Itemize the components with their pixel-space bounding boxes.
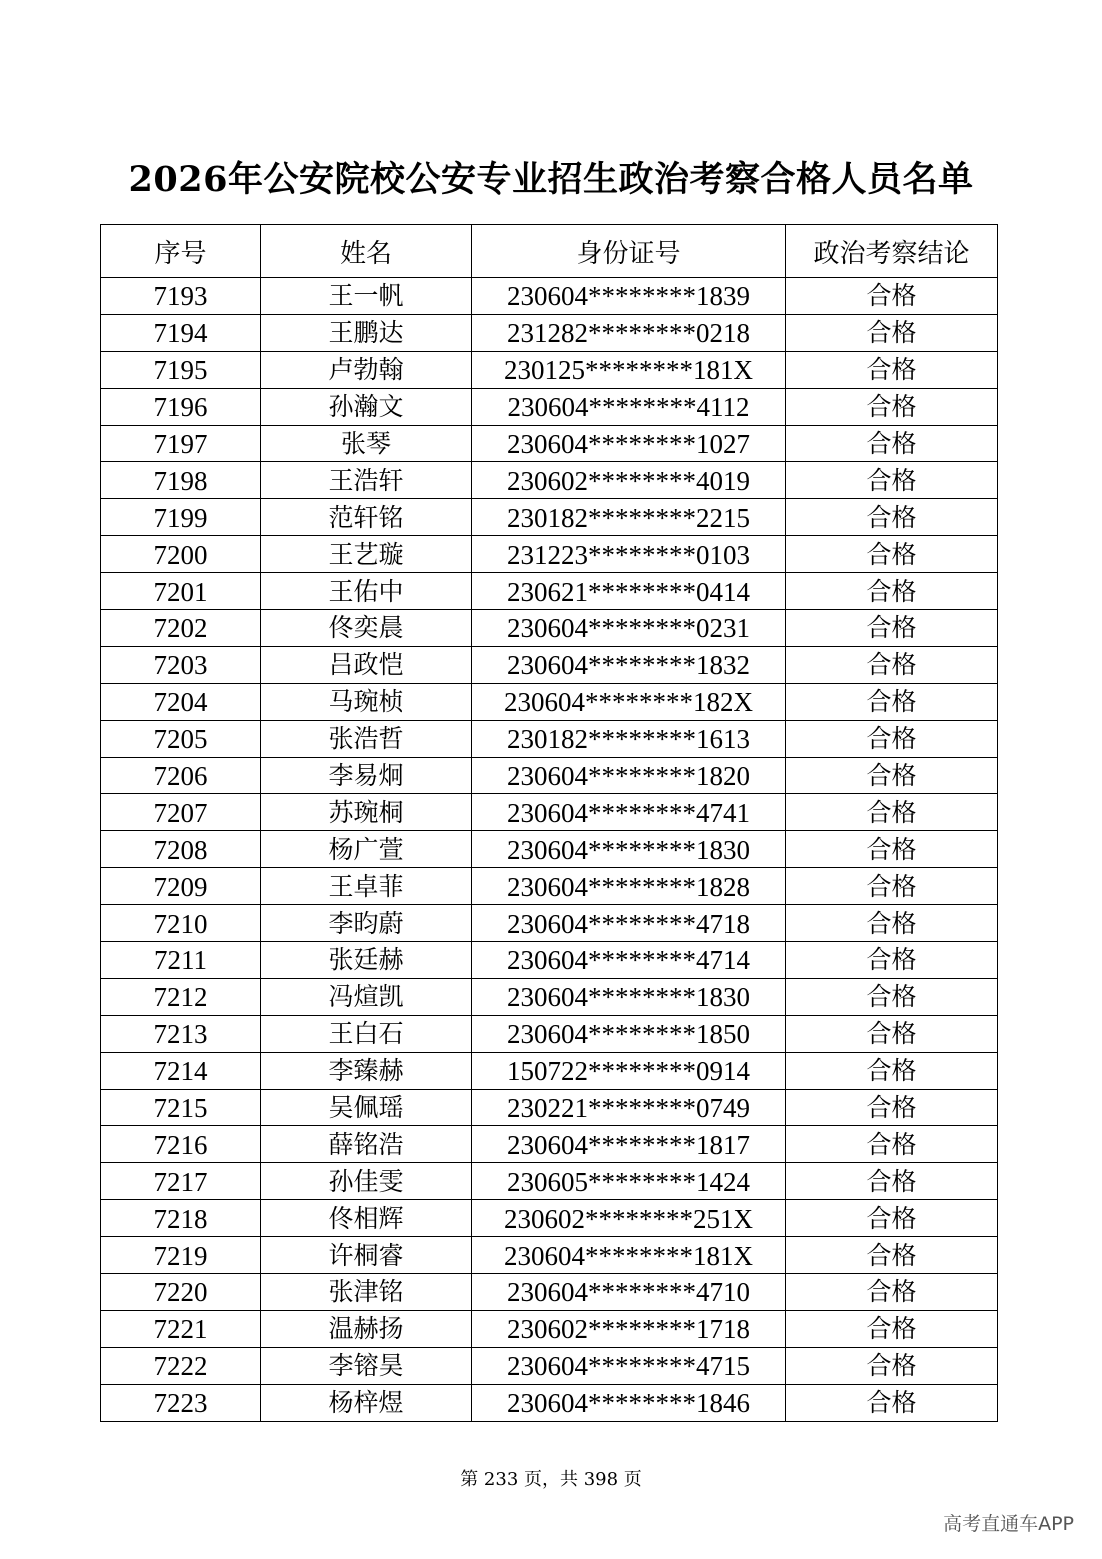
roster-table [100, 224, 998, 1422]
name-cell: 卢勃翰 [261, 351, 472, 388]
serial-cell: 7198 [101, 462, 261, 499]
conclusion-cell: 合格 [786, 720, 998, 757]
name-cell: 张廷赫 [261, 942, 472, 979]
conclusion-cell: 合格 [786, 942, 998, 979]
serial-cell: 7196 [101, 388, 261, 425]
header-serial: 序号 [101, 225, 261, 278]
conclusion-cell: 合格 [786, 683, 998, 720]
id-number-cell: 230621********0414 [472, 573, 786, 610]
id-number-cell: 150722********0914 [472, 1052, 786, 1089]
conclusion-cell: 合格 [786, 351, 998, 388]
conclusion-cell: 合格 [786, 757, 998, 794]
serial-cell: 7202 [101, 610, 261, 647]
serial-cell: 7219 [101, 1237, 261, 1274]
serial-cell: 7215 [101, 1089, 261, 1126]
id-number-cell: 230604********1830 [472, 978, 786, 1015]
id-number-cell: 230604********4718 [472, 905, 786, 942]
conclusion-cell: 合格 [786, 1163, 998, 1200]
id-number-cell: 230604********4112 [472, 388, 786, 425]
table-row [101, 757, 998, 794]
table-row [101, 794, 998, 831]
conclusion-cell: 合格 [786, 573, 998, 610]
id-number-cell: 230604********1832 [472, 646, 786, 683]
name-cell: 王一帆 [261, 278, 472, 315]
id-number-cell: 230182********2215 [472, 499, 786, 536]
name-cell: 李臻赫 [261, 1052, 472, 1089]
conclusion-cell: 合格 [786, 794, 998, 831]
table-row [101, 351, 998, 388]
id-number-cell: 231223********0103 [472, 536, 786, 573]
table-row [101, 278, 998, 315]
conclusion-cell: 合格 [786, 462, 998, 499]
id-number-cell: 230602********1718 [472, 1310, 786, 1347]
conclusion-cell: 合格 [786, 1126, 998, 1163]
id-number-cell: 230604********1820 [472, 757, 786, 794]
serial-cell: 7220 [101, 1274, 261, 1311]
table-row [101, 683, 998, 720]
conclusion-cell: 合格 [786, 388, 998, 425]
name-cell: 张浩哲 [261, 720, 472, 757]
serial-cell: 7204 [101, 683, 261, 720]
name-cell: 杨梓煜 [261, 1384, 472, 1421]
id-number-cell: 230604********4710 [472, 1274, 786, 1311]
conclusion-cell: 合格 [786, 831, 998, 868]
table-row [101, 1274, 998, 1311]
name-cell: 张津铭 [261, 1274, 472, 1311]
serial-cell: 7208 [101, 831, 261, 868]
name-cell: 李镕昊 [261, 1347, 472, 1384]
name-cell: 张琴 [261, 425, 472, 462]
serial-cell: 7216 [101, 1126, 261, 1163]
table-row [101, 1126, 998, 1163]
name-cell: 佟相辉 [261, 1200, 472, 1237]
header-id-number: 身份证号 [472, 225, 786, 278]
conclusion-cell: 合格 [786, 278, 998, 315]
conclusion-cell: 合格 [786, 1089, 998, 1126]
conclusion-cell: 合格 [786, 1015, 998, 1052]
id-number-cell: 230604********182X [472, 683, 786, 720]
id-number-cell: 230604********1839 [472, 278, 786, 315]
serial-cell: 7213 [101, 1015, 261, 1052]
table-row [101, 388, 998, 425]
id-number-cell: 230604********4714 [472, 942, 786, 979]
table-row [101, 1310, 998, 1347]
conclusion-cell: 合格 [786, 978, 998, 1015]
serial-cell: 7197 [101, 425, 261, 462]
conclusion-cell: 合格 [786, 1237, 998, 1274]
table-row [101, 1015, 998, 1052]
name-cell: 李易炯 [261, 757, 472, 794]
name-cell: 冯煊凯 [261, 978, 472, 1015]
watermark-text: 高考直通车APP [943, 1513, 1074, 1535]
conclusion-cell: 合格 [786, 536, 998, 573]
serial-cell: 7205 [101, 720, 261, 757]
id-number-cell: 230604********1828 [472, 868, 786, 905]
serial-cell: 7209 [101, 868, 261, 905]
name-cell: 薛铭浩 [261, 1126, 472, 1163]
name-cell: 王鹏达 [261, 314, 472, 351]
table-row [101, 499, 998, 536]
conclusion-cell: 合格 [786, 868, 998, 905]
name-cell: 李昀蔚 [261, 905, 472, 942]
conclusion-cell: 合格 [786, 499, 998, 536]
serial-cell: 7223 [101, 1384, 261, 1421]
conclusion-cell: 合格 [786, 1200, 998, 1237]
table-row [101, 905, 998, 942]
serial-cell: 7199 [101, 499, 261, 536]
name-cell: 王佑中 [261, 573, 472, 610]
name-cell: 孙瀚文 [261, 388, 472, 425]
name-cell: 苏琬桐 [261, 794, 472, 831]
serial-cell: 7210 [101, 905, 261, 942]
table-row [101, 1163, 998, 1200]
id-number-cell: 230604********1817 [472, 1126, 786, 1163]
id-number-cell: 230182********1613 [472, 720, 786, 757]
name-cell: 佟奕晨 [261, 610, 472, 647]
roster-body [101, 278, 998, 1422]
serial-cell: 7195 [101, 351, 261, 388]
header-name: 姓名 [261, 225, 472, 278]
id-number-cell: 230605********1424 [472, 1163, 786, 1200]
conclusion-cell: 合格 [786, 1310, 998, 1347]
id-number-cell: 230604********4715 [472, 1347, 786, 1384]
serial-cell: 7214 [101, 1052, 261, 1089]
table-row [101, 720, 998, 757]
conclusion-cell: 合格 [786, 1052, 998, 1089]
name-cell: 马琬桢 [261, 683, 472, 720]
table-row [101, 573, 998, 610]
page-footer: 第 233 页，共 398 页 [460, 1469, 642, 1490]
name-cell: 温赫扬 [261, 1310, 472, 1347]
id-number-cell: 230604********4741 [472, 794, 786, 831]
table-row [101, 462, 998, 499]
serial-cell: 7206 [101, 757, 261, 794]
serial-cell: 7203 [101, 646, 261, 683]
id-number-cell: 230125********181X [472, 351, 786, 388]
conclusion-cell: 合格 [786, 1274, 998, 1311]
table-row [101, 314, 998, 351]
name-cell: 王白石 [261, 1015, 472, 1052]
name-cell: 王卓菲 [261, 868, 472, 905]
conclusion-cell: 合格 [786, 1347, 998, 1384]
header-conclusion: 政治考察结论 [786, 225, 998, 278]
table-row [101, 1200, 998, 1237]
serial-cell: 7217 [101, 1163, 261, 1200]
conclusion-cell: 合格 [786, 610, 998, 647]
id-number-cell: 230604********1846 [472, 1384, 786, 1421]
name-cell: 吴佩瑶 [261, 1089, 472, 1126]
id-number-cell: 230602********4019 [472, 462, 786, 499]
serial-cell: 7207 [101, 794, 261, 831]
serial-cell: 7218 [101, 1200, 261, 1237]
table-row [101, 942, 998, 979]
table-row [101, 1237, 998, 1274]
id-number-cell: 230604********1027 [472, 425, 786, 462]
table-row [101, 1384, 998, 1421]
name-cell: 范轩铭 [261, 499, 472, 536]
table-row [101, 1089, 998, 1126]
name-cell: 吕政恺 [261, 646, 472, 683]
conclusion-cell: 合格 [786, 425, 998, 462]
id-number-cell: 230221********0749 [472, 1089, 786, 1126]
id-number-cell: 230604********1830 [472, 831, 786, 868]
name-cell: 孙佳雯 [261, 1163, 472, 1200]
table-row [101, 646, 998, 683]
table-row [101, 536, 998, 573]
table-row [101, 1052, 998, 1089]
table-row [101, 868, 998, 905]
table-row [101, 831, 998, 868]
conclusion-cell: 合格 [786, 314, 998, 351]
serial-cell: 7221 [101, 1310, 261, 1347]
table-row [101, 610, 998, 647]
serial-cell: 7194 [101, 314, 261, 351]
table-row [101, 1347, 998, 1384]
serial-cell: 7200 [101, 536, 261, 573]
serial-cell: 7201 [101, 573, 261, 610]
table-header-row [101, 225, 998, 278]
table-row [101, 425, 998, 462]
table-row [101, 978, 998, 1015]
name-cell: 许桐睿 [261, 1237, 472, 1274]
id-number-cell: 231282********0218 [472, 314, 786, 351]
name-cell: 杨广萱 [261, 831, 472, 868]
name-cell: 王浩轩 [261, 462, 472, 499]
id-number-cell: 230604********0231 [472, 610, 786, 647]
id-number-cell: 230602********251X [472, 1200, 786, 1237]
page-title: 2026年公安院校公安专业招生政治考察合格人员名单 [128, 159, 974, 200]
serial-cell: 7212 [101, 978, 261, 1015]
name-cell: 王艺璇 [261, 536, 472, 573]
id-number-cell: 230604********1850 [472, 1015, 786, 1052]
conclusion-cell: 合格 [786, 1384, 998, 1421]
conclusion-cell: 合格 [786, 646, 998, 683]
id-number-cell: 230604********181X [472, 1237, 786, 1274]
serial-cell: 7193 [101, 278, 261, 315]
serial-cell: 7211 [101, 942, 261, 979]
serial-cell: 7222 [101, 1347, 261, 1384]
conclusion-cell: 合格 [786, 905, 998, 942]
